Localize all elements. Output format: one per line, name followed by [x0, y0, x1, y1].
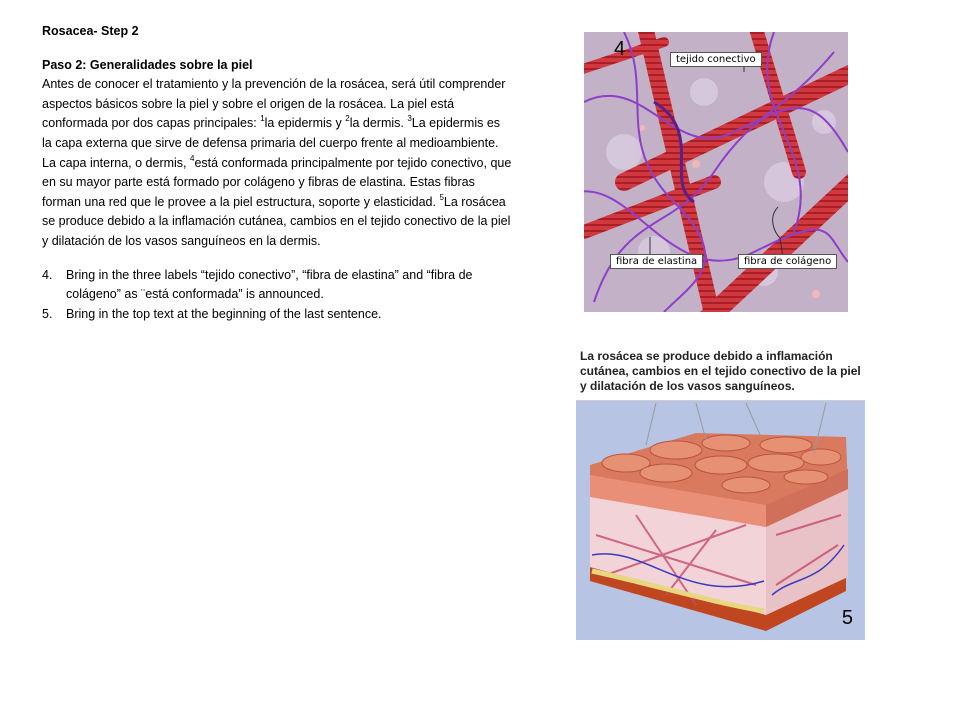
figure-caption: La rosácea se produce debido a inflamación cutánea, cambios en el tejido conectivo de la piel y dilatación de los vasos sanguíneos. [576, 345, 865, 401]
footnote-marker: 2 [345, 114, 350, 124]
body-paragraph: Antes de conocer el tratamiento y la prevención de la rosácea, será útil comprender aspectos básicos sobre la piel y sobre el origen de la rosácea. La piel está conformada por dos capas principales: $^1$la epidermis y $^2$la dermis. $^3$La epidermis es la capa externa que sirve de defensa primaria del cuerpo frente al medioambiente. La capa interna, o dermis, $^4$está conformada principalmente por tejido conectivo, que en su mayor parte está formado por colágeno y fibras de elastina. Estas fibras forman una red que le provee a la piel estructura, soporte y elasticidad. $^5$La rosácea se produce debido a la inflamación cutánea, cambios en el tejido conectivo de la piel y dilatación de los vasos sanguíneos en la dermis. [42, 77, 512, 248]
skin-cross-section-illustration [576, 345, 865, 640]
section-heading: Paso 2: Generalidades sobre la piel [42, 57, 253, 72]
connective-tissue-illustration [584, 32, 848, 312]
list-item: 5. Bring in the top text at the beginning of the last sentence. [42, 306, 382, 321]
figure-number: 5 [841, 607, 853, 629]
footnote-marker: 3 [407, 114, 412, 124]
list-item: 4. Bring in the three labels “tejido conectivo”, “fibra de elastina” and “fibra de colágeno” as ¨está conformada” is announced. [42, 267, 473, 302]
label-fibra-de-elastina: fibra de elastina [610, 254, 703, 269]
footnote-marker: 1 [260, 114, 265, 124]
figure-number: 4 [614, 38, 626, 60]
label-tejido-conectivo: tejido conectivo [670, 52, 762, 67]
label-fibra-de-colageno: fibra de colágeno [738, 254, 837, 269]
document-title: Rosacea- Step 2 [42, 24, 139, 38]
footnote-marker: 5 [439, 192, 444, 202]
fiber-network-graphic [584, 32, 848, 312]
footnote-marker: 4 [190, 153, 195, 163]
document-body [42, 22, 512, 324]
instruction-list [42, 266, 512, 325]
